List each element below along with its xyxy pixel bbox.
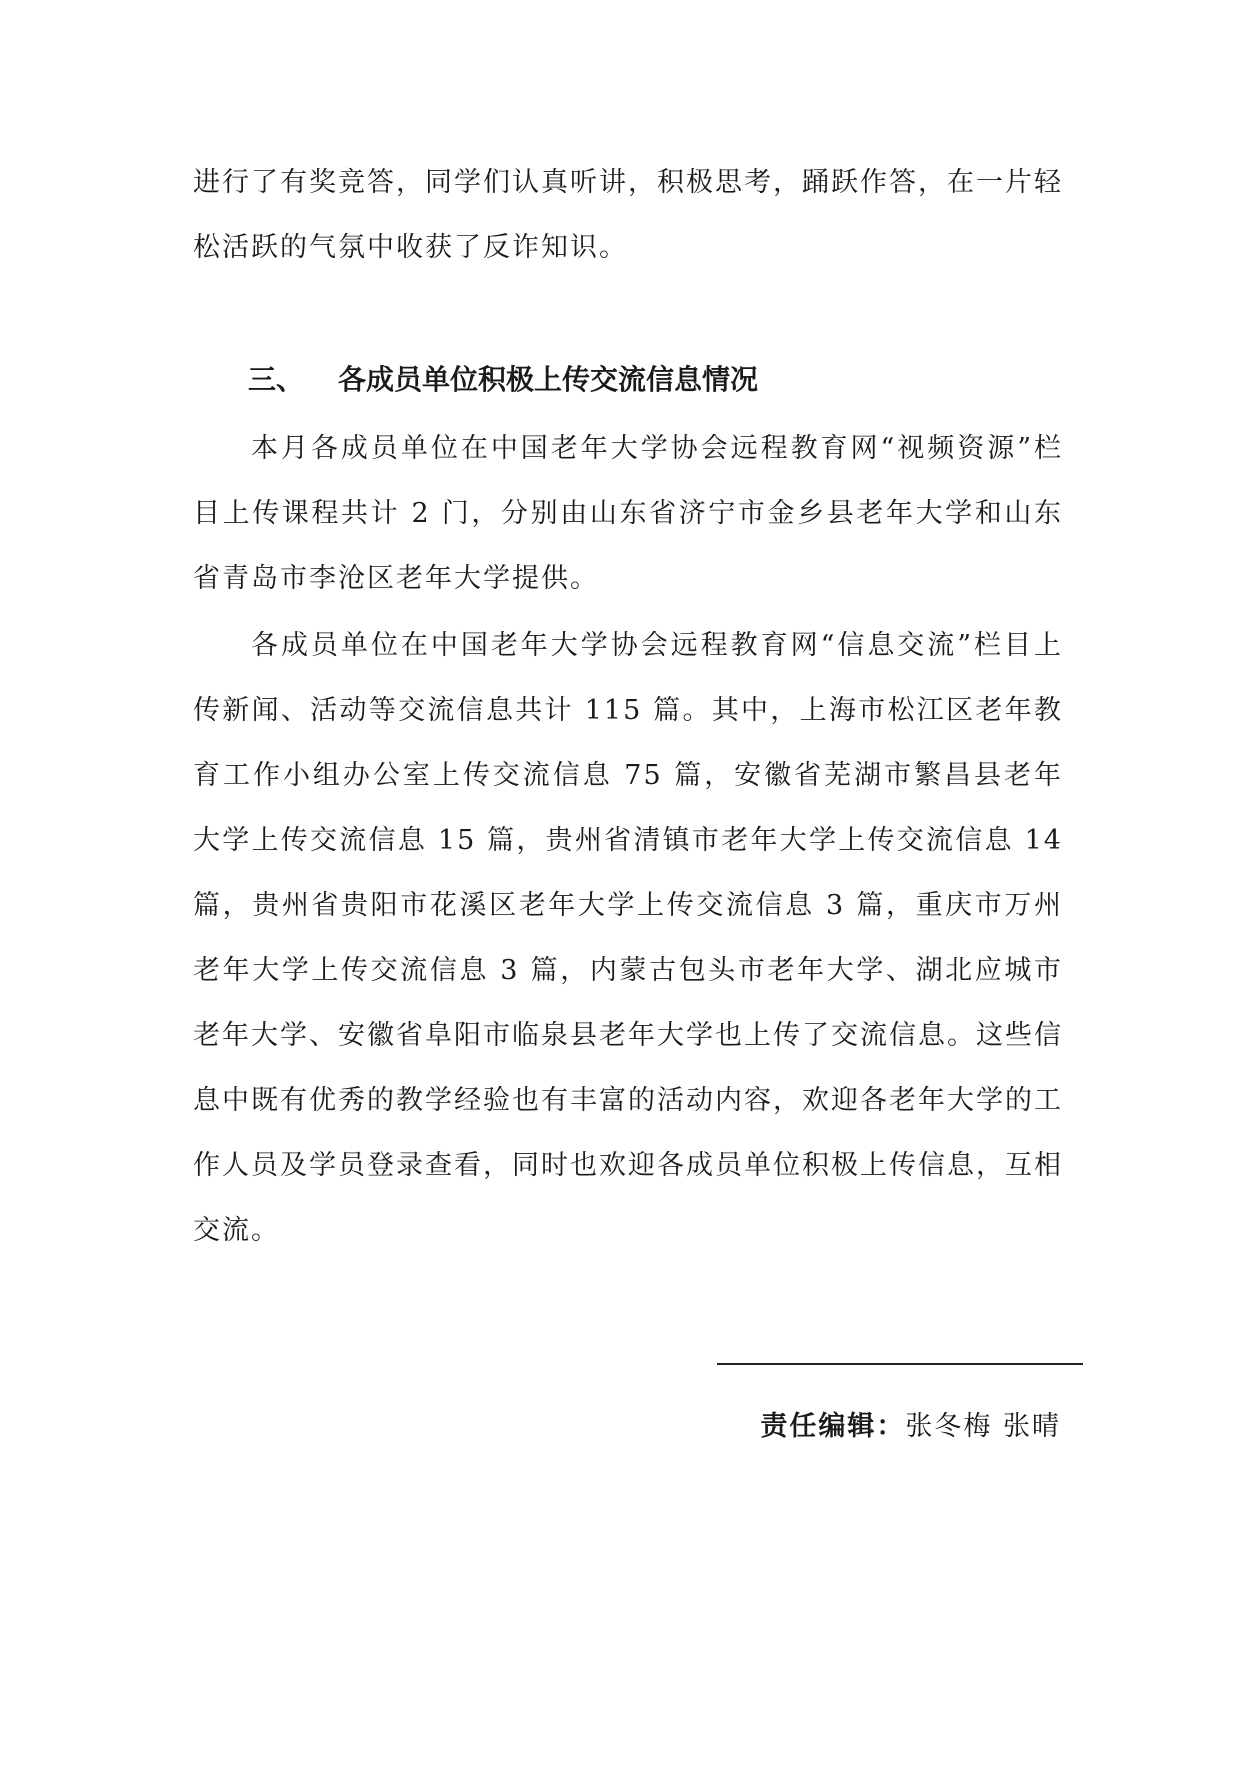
section-number: 三、 (248, 363, 305, 396)
paragraph-info-exchange: 各成员单位在中国老年大学协会远程教育网“信息交流”栏目上传新闻、活动等交流信息共计 115 篇。其中，上海市松江区老年教育工作小组办公室上传交流信息 75 篇，安徽省芜湖市繁昌县老年大学上传交流信息 15 篇，贵州省清镇市老年大学上传交流信息 14 篇，贵州省贵阳市花溪区老年大学上传交流信息 3 篇，重庆市万州老年大学上传交流信息 3 篇，内蒙古包头市老年大学、湖北应城市老年大学、安徽省阜阳市临泉县老年大学也上传了交流信息。这些信息中既有优秀的教学经验也有丰富的活动内容，欢迎各老年大学的工作人员及学员登录查看，同时也欢迎各成员单位积极上传信息，互相交流。 (193, 630, 1063, 1246)
section-title: 各成员单位积极上传交流信息情况 (338, 363, 759, 396)
editor-names: 张冬梅 张晴 (905, 1411, 1061, 1442)
section-heading (248, 355, 758, 405)
editor-label: 责任编辑： (760, 1411, 906, 1442)
paragraph-video-resources: 本月各成员单位在中国老年大学协会远程教育网“视频资源”栏目上传课程共计 2 门，分别由山东省济宁市金乡县老年大学和山东省青岛市李沧区老年大学提供。 (193, 433, 1063, 594)
paragraph-continued: 进行了有奖竞答，同学们认真听讲，积极思考，踊跃作答，在一片轻松活跃的气氛中收获了反诈知识。 (193, 167, 1063, 263)
editor-divider-line (717, 1363, 1083, 1365)
responsible-editor (760, 1402, 1061, 1452)
